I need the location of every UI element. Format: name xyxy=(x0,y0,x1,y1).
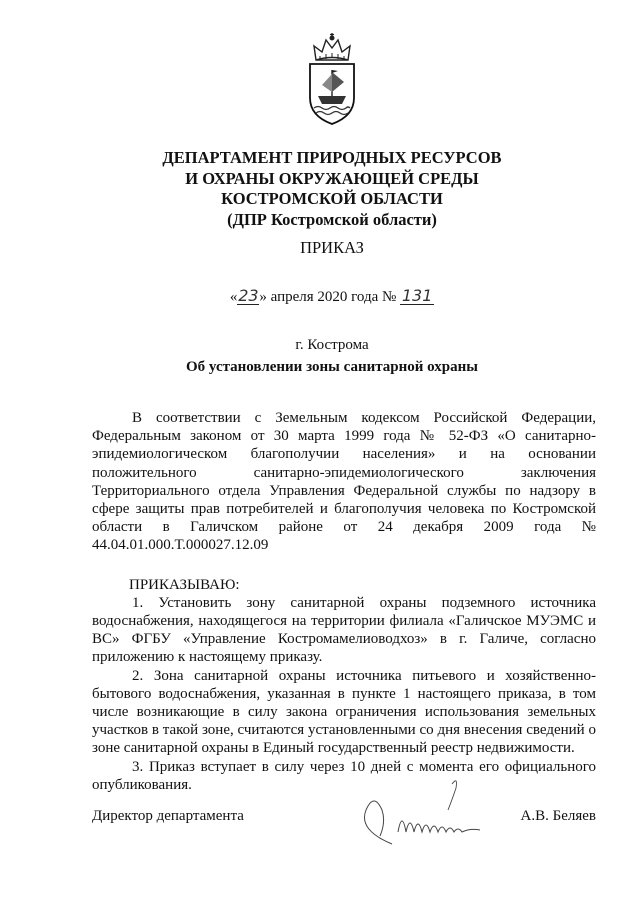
preamble-paragraph: В соответствии с Земельным кодексом Российской Федерации, Федеральным законом от 30 марта 1999 года № 52-ФЗ «О санитарно-эпидемиологическом благополучии населения» и на основании положительного санитарно-эпидемиологического заключения Территориального отдела Управления Федеральной службы по надзору в сфере защиты прав потребителей и благополучия человека по Костромской области в Галичском районе от 24 декабря 2009 года № 44.04.01.000.Т.000027.12.09 xyxy=(92,410,596,554)
order-item-2: 2. Зона санитарной охраны источника питьевого и хозяйственно-бытового водоснабжения, указанная в пункте 1 настоящего приказа, в том числе возникающие в силу закона ограничения использования земельных участков в такой зоне, считаются установленными со дня внесения сведений о зоне санитарной охраны в Единый государственный реестр недвижимости. xyxy=(92,667,596,757)
paragraph-gap xyxy=(92,555,596,576)
signatory-name: А.В. Беляев xyxy=(520,808,596,824)
order-item-3: 3. Приказ вступает в силу через 10 дней с момента его официального опубликования. xyxy=(92,758,596,793)
order-subject: Об установлении зоны санитарной охраны xyxy=(185,359,478,375)
document-type-title: ПРИКАЗ xyxy=(300,238,364,257)
kostroma-coat-of-arms-icon xyxy=(302,30,362,126)
department-name-line-2: И ОХРАНЫ ОКРУЖАЮЩЕЙ СРЕДЫ xyxy=(185,168,479,188)
signatory-position: Директор департамента xyxy=(92,808,244,824)
order-date-number-line xyxy=(90,288,574,306)
order-number: 131 xyxy=(401,286,433,305)
date-quote-open: « xyxy=(229,289,238,305)
department-abbreviation: (ДПР Костромской области) xyxy=(227,209,437,229)
handwritten-signature xyxy=(352,770,502,850)
order-directive-word: ПРИКАЗЫВАЮ: xyxy=(129,576,240,593)
order-day: 23 xyxy=(238,286,259,305)
date-quote-close: » xyxy=(259,289,267,305)
order-month-year: апреля 2020 года № xyxy=(266,289,401,305)
order-city: г. Кострома xyxy=(295,337,369,353)
department-header xyxy=(90,148,574,230)
order-body xyxy=(92,409,596,794)
department-name-line-1: ДЕПАРТАМЕНТ ПРИРОДНЫХ РЕСУРСОВ xyxy=(162,148,502,167)
department-name-line-3: КОСТРОМСКОЙ ОБЛАСТИ xyxy=(221,189,443,208)
order-item-1: 1. Установить зону санитарной охраны подземного источника водоснабжения, находящегося на территории филиала «Галичское МУЭМС и ВС» ФГБУ «Управление Костромамелиоводхоз» в г. Галиче, согласно приложению к настоящему приказу. xyxy=(92,594,596,666)
